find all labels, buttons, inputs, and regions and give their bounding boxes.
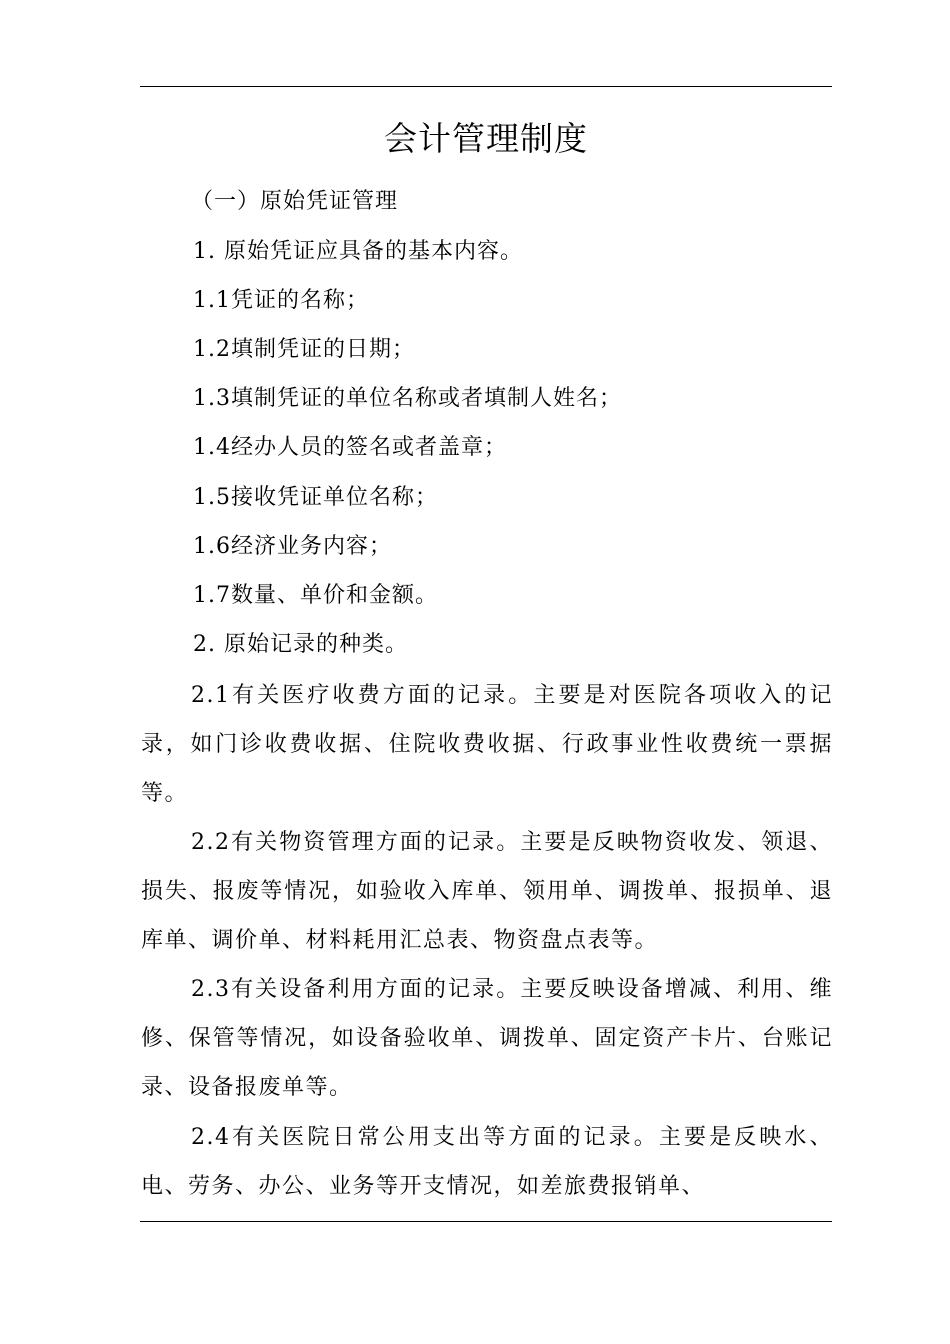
list-item: 1.7数量、单价和金额。: [193, 583, 438, 608]
list-item: 1.2填制凭证的日期；: [193, 337, 415, 362]
footer-rule: [140, 1221, 832, 1222]
paragraph: 2.1有关医疗收费方面的记录。主要是对医院各项收入的记录，如门诊收费收据、住院收费收据、行政事业性收费统一票据等。: [141, 683, 833, 806]
list-item: 1.6经济业务内容；: [193, 534, 392, 559]
list-item: 1.4经办人员的签名或者盖章；: [193, 435, 507, 460]
section-heading: （一）原始凭证管理: [191, 189, 399, 214]
paragraph: 2.3有关设备利用方面的记录。主要反映设备增减、利用、维修、保管等情况，如设备验收单、调拨单、固定资产卡片、台账记录、设备报废单等。: [141, 977, 833, 1100]
document-title: 会计管理制度: [384, 119, 588, 158]
paragraph: 2.4有关医院日常公用支出等方面的记录。主要是反映水、电、劳务、办公、业务等开支情况，如差旅费报销单、: [141, 1125, 833, 1199]
list-item: 2. 原始记录的种类。: [193, 632, 408, 657]
list-item: 1.3填制凭证的单位名称或者填制人姓名；: [193, 386, 622, 411]
list-item: 1.1凭证的名称；: [193, 288, 369, 313]
paragraph: 2.2有关物资管理方面的记录。主要是反映物资收发、领退、损失、报废等情况，如验收入库单、领用单、调拨单、报损单、退库单、调价单、材料耗用汇总表、物资盘点表等。: [141, 830, 833, 953]
list-item: 1. 原始凭证应具备的基本内容。: [193, 239, 523, 264]
list-item: 1.5接收凭证单位名称；: [193, 485, 438, 510]
header-rule: [140, 86, 832, 87]
